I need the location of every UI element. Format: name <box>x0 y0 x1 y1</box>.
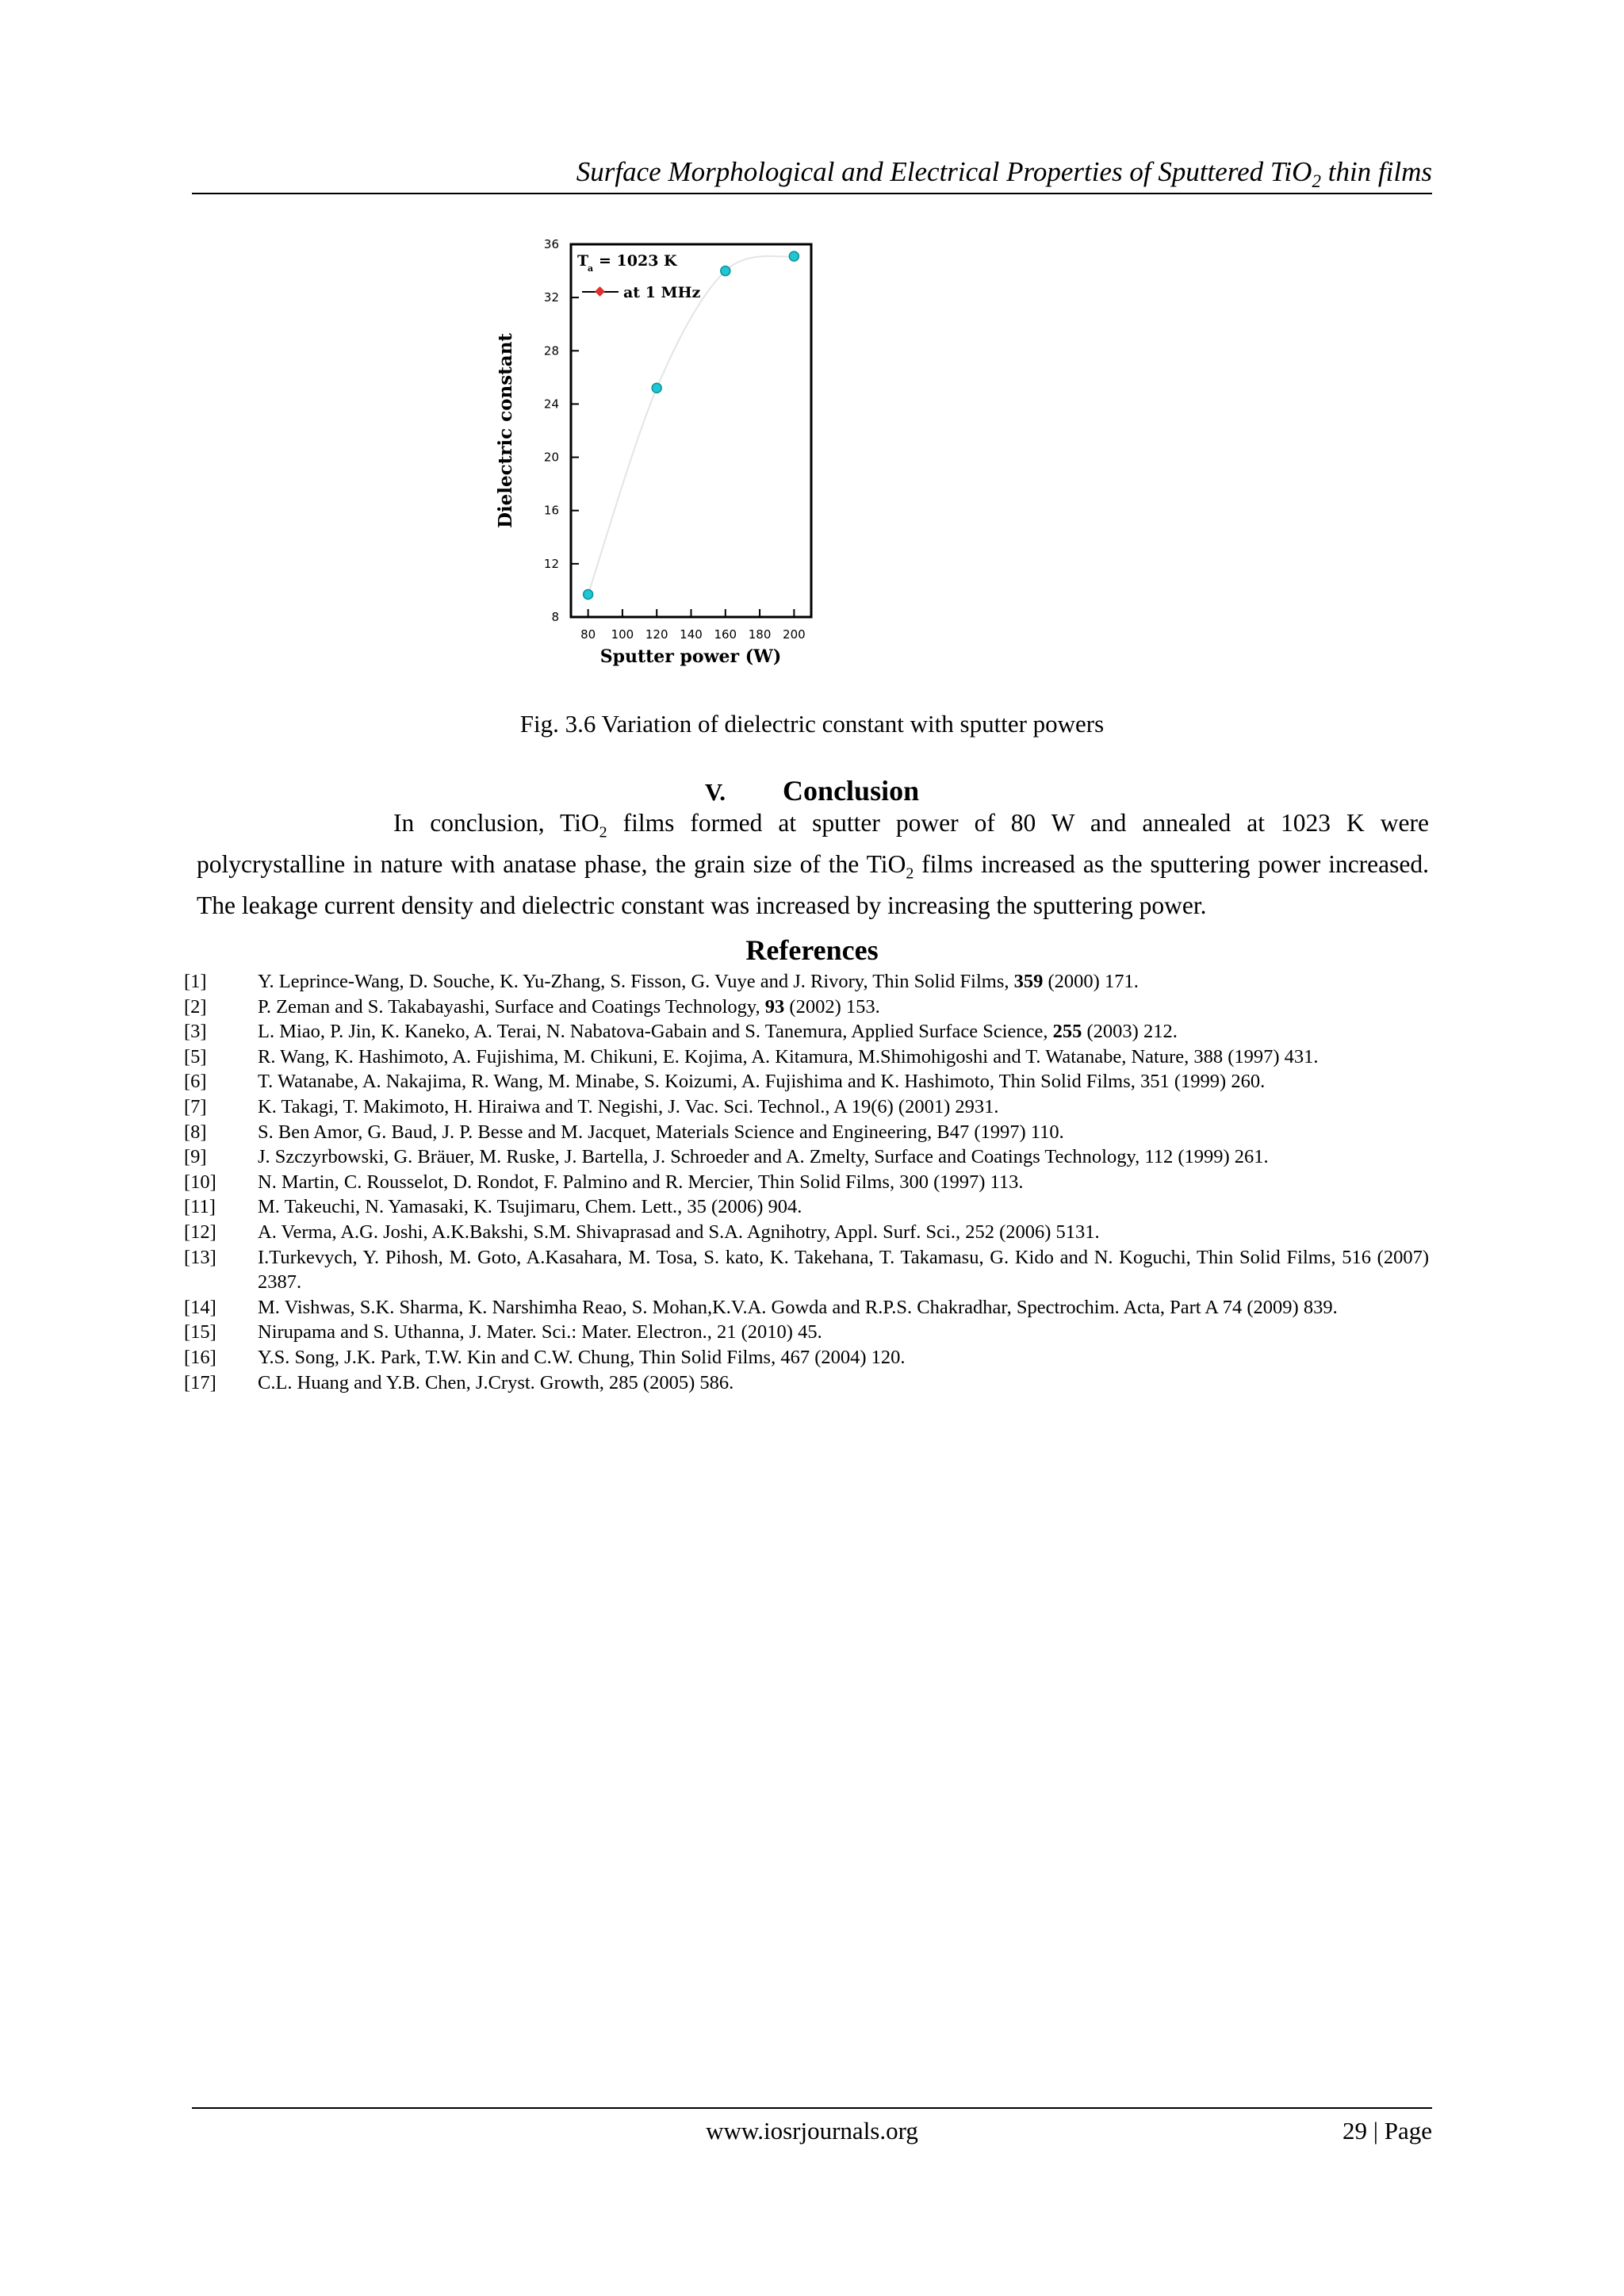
x-tick-label: 120 <box>645 627 668 642</box>
reference-number: [8] <box>184 1121 207 1143</box>
reference-text: Nirupama and S. Uthanna, J. Mater. Sci.: Mater. Electron., 21 (2010) 45. <box>258 1321 822 1343</box>
annotation-t-value: = 1023 K <box>599 252 677 270</box>
reference-number: [13] <box>184 1246 216 1268</box>
reference-item <box>184 1094 1429 1120</box>
running-header-title: Surface Morphological and Electrical Properties of Sputtered TiO$_2$ thin films <box>576 156 1432 191</box>
references-heading: References <box>745 934 879 966</box>
y-tick-label: 28 <box>543 343 559 358</box>
reference-item <box>184 995 1429 1020</box>
reference-number: [15] <box>184 1321 216 1343</box>
reference-number: [3] <box>184 1021 207 1043</box>
x-tick-label: 100 <box>611 627 634 642</box>
conclusion-paragraph: In conclusion, TiO$_2$ films formed at sputter power of 80 W and annealed at 1023 K were polycrystalline in nature with anatase phase, the grain size of the TiO$_2$ films increased as the sputtering power increased. The leakage current density and dielectric constant was increased by increasing the sputtering power. <box>197 809 1429 919</box>
reference-text: I.Turkevych, Y. Pihosh, M. Goto, A.Kasahara, M. Tosa, S. kato, K. Takehana, T. Takamasu, G. Kido and N. Koguchi, Thin Solid Films, 516 (2007) 2387. <box>258 1246 1429 1294</box>
y-tick-label: 20 <box>543 450 559 465</box>
x-axis-label: Sputter power (W) <box>599 646 782 667</box>
y-tick-label: 8 <box>551 610 559 624</box>
reference-text: J. Szczyrbowski, G. Bräuer, M. Ruske, J. Bartella, J. Schroeder and A. Zmelty, Surface and Coatings Technology, 112 (1999) 261. <box>258 1146 1269 1168</box>
y-axis-label: Dielectric constant <box>495 332 516 529</box>
reference-text: Y.S. Song, J.K. Park, T.W. Kin and C.W. Chung, Thin Solid Films, 467 (2004) 120. <box>258 1346 906 1368</box>
reference-item <box>184 1370 1429 1396</box>
reference-text: N. Martin, C. Rousselot, D. Rondot, F. Palmino and R. Mercier, Thin Solid Films, 300 (1997) 113. <box>258 1171 1024 1193</box>
x-tick-label: 180 <box>748 627 772 642</box>
reference-text: K. Takagi, T. Makimoto, H. Hiraiwa and T. Negishi, J. Vac. Sci. Technol., A 19(6) (2001) 2931. <box>258 1095 999 1117</box>
fit-curve <box>588 256 795 595</box>
reference-text: R. Wang, K. Hashimoto, A. Fujishima, M. Chikuni, E. Kojima, A. Kitamura, M.Shimohigoshi and T. Watanabe, Nature, 388 (1997) 431. <box>258 1045 1319 1068</box>
reference-number: [1] <box>184 971 207 992</box>
reference-item <box>184 1019 1429 1045</box>
reference-text: M. Vishwas, S.K. Sharma, K. Narshimha Reao, S. Mohan,K.V.A. Gowda and R.P.S. Chakradhar, Spectrochim. Acta, Part A 74 (2009) 839. <box>258 1296 1338 1318</box>
reference-item <box>184 1170 1429 1195</box>
reference-item <box>184 1045 1429 1070</box>
reference-number: [7] <box>184 1095 207 1117</box>
running-header <box>192 155 1432 194</box>
dielectric-chart <box>484 230 1150 682</box>
x-tick-label: 200 <box>783 627 806 642</box>
y-tick-label: 24 <box>543 397 559 412</box>
data-point <box>721 266 730 276</box>
reference-text: L. Miao, P. Jin, K. Kaneko, A. Terai, N. Nabatova-Gabain and S. Tanemura, Applied Surface Science, 255 (2003) 212. <box>258 1021 1178 1043</box>
reference-number: [10] <box>184 1171 216 1193</box>
y-tick-label: 16 <box>543 503 559 518</box>
reference-item <box>184 1295 1429 1320</box>
reference-number: [14] <box>184 1296 216 1318</box>
legend-label: at 1 MHz <box>623 284 701 301</box>
data-point <box>652 383 661 393</box>
reference-item <box>184 1194 1429 1220</box>
reference-number: [17] <box>184 1371 216 1393</box>
legend-marker <box>595 286 605 297</box>
reference-text: T. Watanabe, A. Nakajima, R. Wang, M. Minabe, S. Koizumi, A. Fujishima and K. Hashimoto, Thin Solid Films, 351 (1999) 260. <box>258 1071 1266 1093</box>
data-point <box>789 251 799 261</box>
reference-list <box>184 969 1429 1395</box>
reference-item <box>184 1345 1429 1370</box>
reference-text: M. Takeuchi, N. Yamasaki, K. Tsujimaru, Chem. Lett., 35 (2006) 904. <box>258 1196 802 1218</box>
annotation-t: T <box>577 252 589 270</box>
reference-number: [9] <box>184 1146 207 1168</box>
page-number: 29 | Page <box>1342 2117 1432 2145</box>
reference-item <box>184 1220 1429 1245</box>
reference-item <box>184 1320 1429 1345</box>
figure-caption: Fig. 3.6 Variation of dielectric constant with sputter powers <box>519 710 1105 738</box>
section-title: Conclusion <box>783 775 920 807</box>
reference-number: [12] <box>184 1221 216 1243</box>
reference-item <box>184 1245 1429 1295</box>
reference-number: [11] <box>184 1196 216 1218</box>
y-tick-label: 32 <box>543 290 559 305</box>
footer-url[interactable]: www.iosrjournals.org <box>706 2117 918 2145</box>
reference-text: A. Verma, A.G. Joshi, A.K.Bakshi, S.M. Shivaprasad and S.A. Agnihotry, Appl. Surf. Sci., 252 (2006) 5131. <box>258 1221 1100 1243</box>
reference-number: [6] <box>184 1071 207 1093</box>
page-footer <box>192 2107 1432 2145</box>
reference-item <box>184 969 1429 995</box>
reference-text: P. Zeman and S. Takabayashi, Surface and Coatings Technology, 93 (2002) 153. <box>258 995 880 1018</box>
conclusion-heading <box>0 774 1624 807</box>
reference-number: [16] <box>184 1346 216 1368</box>
reference-text: S. Ben Amor, G. Baud, J. P. Besse and M. Jacquet, Materials Science and Engineering, B47 (1997) 110. <box>258 1121 1064 1143</box>
reference-item <box>184 1069 1429 1094</box>
x-tick-label: 160 <box>714 627 737 642</box>
y-tick-label: 12 <box>543 556 559 571</box>
reference-text: C.L. Huang and Y.B. Chen, J.Cryst. Growth, 285 (2005) 586. <box>258 1371 734 1393</box>
y-tick-label: 36 <box>543 237 559 251</box>
data-point <box>584 589 593 599</box>
figure-dielectric-constant <box>484 230 1150 682</box>
section-number: V. <box>704 778 726 806</box>
x-tick-label: 80 <box>580 627 596 642</box>
annotation-t-sub: a <box>588 263 594 274</box>
x-tick-label: 140 <box>680 627 703 642</box>
reference-number: [2] <box>184 995 207 1018</box>
reference-item <box>184 1144 1429 1170</box>
reference-number: [5] <box>184 1045 207 1068</box>
reference-item <box>184 1120 1429 1145</box>
reference-text: Y. Leprince-Wang, D. Souche, K. Yu-Zhang, S. Fisson, G. Vuye and J. Rivory, Thin Solid Films, 359 (2000) 171. <box>258 971 1139 992</box>
